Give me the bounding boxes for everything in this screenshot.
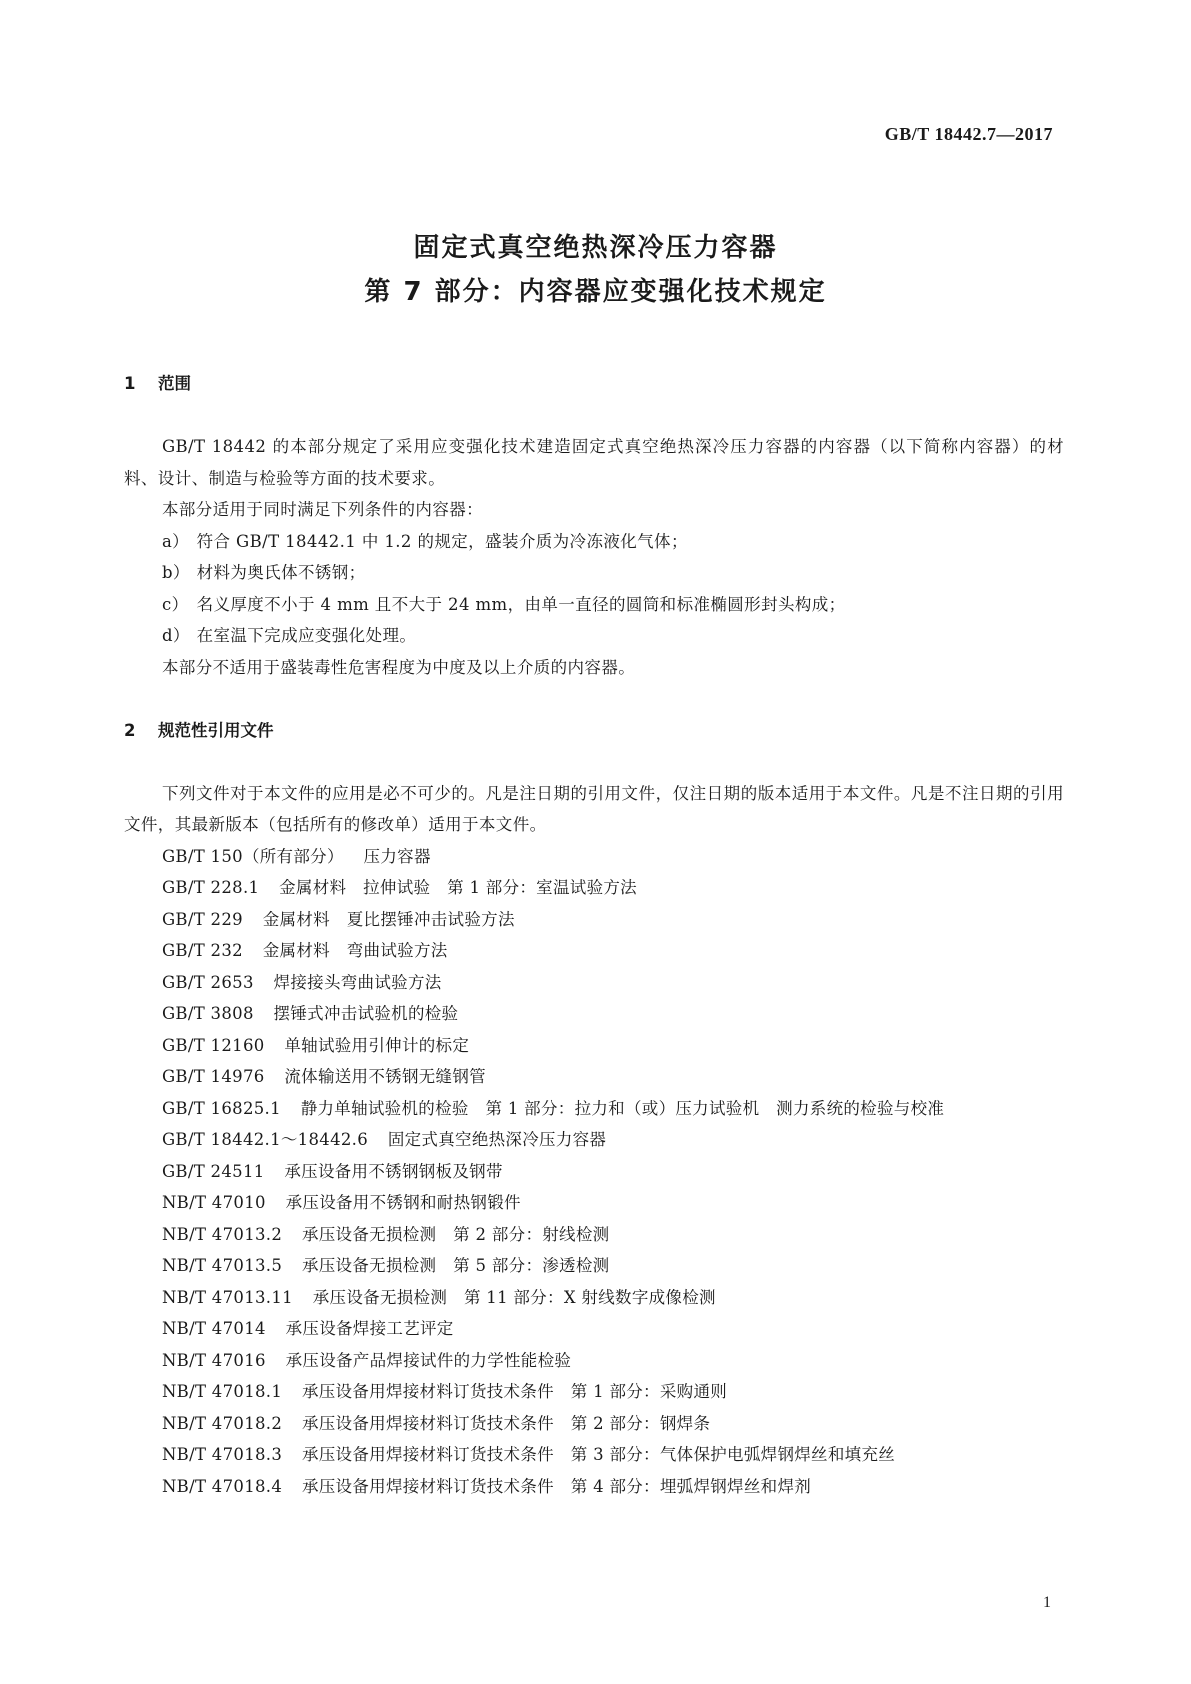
reference-code: NB/T 47014: [161, 1319, 266, 1338]
reference-code: NB/T 47018.2: [161, 1413, 283, 1433]
reference-title: 承压设备用焊接材料订货技术条件 第 3 部分：气体保护电弧焊钢焊丝和填充丝: [301, 1445, 896, 1464]
reference-title: 承压设备焊接工艺评定: [285, 1319, 454, 1338]
reference-code: GB/T 14976: [161, 1067, 265, 1086]
section-1-number: 1: [124, 374, 136, 393]
scope-intro-paragraph: GB/T 18442 的本部分规定了采用应变强化技术建造固定式真空绝热深冷压力容器的内容器（以下简称内容器）的材料、设计、制造与检验等方面的技术要求。: [124, 437, 1064, 488]
reference-item: [124, 1219, 1064, 1251]
reference-item: [124, 1282, 1064, 1314]
reference-item: [124, 1156, 1064, 1188]
reference-title: 承压设备用不锈钢和耐热钢锻件: [285, 1193, 521, 1212]
reference-code: NB/T 47018.1: [161, 1382, 283, 1401]
reference-code: GB/T 16825.1: [161, 1098, 281, 1118]
reference-code: GB/T 12160: [161, 1035, 265, 1055]
reference-code: NB/T 47013.11: [161, 1287, 293, 1307]
reference-item: [124, 1376, 1064, 1408]
reference-item: [124, 935, 1064, 967]
reference-item: [124, 1313, 1064, 1345]
reference-item: [124, 1408, 1064, 1440]
title-line-1: 固定式真空绝热深冷压力容器: [413, 233, 778, 263]
reference-code: GB/T 24511: [161, 1161, 265, 1181]
scope-condition-c: [124, 589, 1064, 621]
reference-code: GB/T 2653: [161, 972, 254, 992]
title-line-2: 第 7 部分：内容器应变强化技术规定: [364, 277, 827, 307]
section-2-number: 2: [124, 720, 136, 740]
reference-title: 固定式真空绝热深冷压力容器: [387, 1130, 607, 1149]
reference-item: [124, 1471, 1064, 1503]
list-text: 符合 GB/T 18442.1 中 1.2 的规定，盛装介质为冷冻液化气体；: [196, 531, 688, 551]
list-text: 名义厚度不小于 4 mm 且不大于 24 mm，由单一直径的圆筒和标准椭圆形封头构成；: [196, 594, 846, 614]
list-text: 在室温下完成应变强化处理。: [196, 626, 417, 645]
reference-title: 承压设备用焊接材料订货技术条件 第 2 部分：钢焊条: [301, 1413, 711, 1433]
list-text: 材料为奥氏体不锈钢；: [196, 563, 366, 582]
reference-code: NB/T 47013.5: [161, 1256, 283, 1275]
reference-code: GB/T 150（所有部分）: [161, 846, 344, 866]
reference-title: 金属材料 拉伸试验 第 1 部分：室温试验方法: [279, 878, 637, 897]
reference-title: 流体输送用不锈钢无缝钢管: [284, 1067, 486, 1086]
reference-code: GB/T 229: [161, 909, 243, 929]
reference-code: GB/T 232: [161, 941, 243, 960]
reference-title: 单轴试验用引伸计的标定: [284, 1035, 470, 1055]
reference-title: 摆锤式冲击试验机的检验: [273, 1004, 459, 1023]
reference-title: 承压设备用不锈钢钢板及钢带: [284, 1161, 503, 1181]
reference-item: [124, 1187, 1064, 1219]
reference-title: 承压设备产品焊接试件的力学性能检验: [285, 1350, 572, 1370]
section-1-title: 范围: [158, 374, 191, 393]
scope-condition-d: [124, 620, 1064, 652]
reference-item: [124, 1439, 1064, 1471]
list-label: a）: [161, 531, 190, 551]
reference-item: [124, 998, 1064, 1030]
list-label: b）: [161, 563, 190, 582]
reference-code: GB/T 18442.1～18442.6: [161, 1130, 369, 1149]
reference-item: [124, 1030, 1064, 1062]
reference-item: [124, 1250, 1064, 1282]
page-number: 1: [1043, 1594, 1051, 1611]
document-body: [124, 368, 1064, 1502]
reference-item: [124, 967, 1064, 999]
reference-code: NB/T 47018.4: [161, 1476, 283, 1496]
scope-condition-a: [124, 526, 1064, 558]
section-2-heading: [124, 715, 1064, 747]
reference-title: 金属材料 弯曲试验方法: [262, 941, 448, 960]
section-1-heading: [124, 368, 1064, 400]
reference-item: [124, 872, 1064, 904]
reference-title: 压力容器: [363, 846, 431, 866]
list-label: c）: [161, 594, 189, 614]
reference-title: 金属材料 夏比摆锤冲击试验方法: [262, 909, 515, 929]
reference-title: 承压设备用焊接材料订货技术条件 第 4 部分：埋弧焊钢焊丝和焊剂: [301, 1476, 812, 1496]
reference-title: 焊接接头弯曲试验方法: [273, 972, 442, 992]
reference-item: [124, 841, 1064, 873]
reference-code: GB/T 228.1: [161, 878, 260, 897]
reference-item: [124, 1061, 1064, 1093]
reference-code: NB/T 47016: [161, 1350, 266, 1370]
reference-item: [124, 1124, 1064, 1156]
reference-title: 承压设备无损检测 第 5 部分：渗透检测: [301, 1256, 610, 1275]
scope-exclusion-paragraph: 本部分不适用于盛装毒性危害程度为中度及以上介质的内容器。: [161, 657, 636, 677]
scope-condition-b: [124, 557, 1064, 589]
reference-title: 静力单轴试验机的检验 第 1 部分：拉力和（或）压力试验机 测力系统的检验与校准: [300, 1098, 945, 1118]
list-label: d）: [161, 626, 190, 645]
reference-item: [124, 1093, 1064, 1125]
section-2-title: 规范性引用文件: [158, 720, 274, 740]
reference-code: GB/T 3808: [161, 1004, 254, 1023]
standard-number: GB/T 18442.7—2017: [884, 124, 1053, 144]
reference-title: 承压设备用焊接材料订货技术条件 第 1 部分：采购通则: [301, 1382, 728, 1401]
reference-item: [124, 904, 1064, 936]
reference-title: 承压设备无损检测 第 11 部分：X 射线数字成像检测: [312, 1287, 716, 1307]
references-intro-paragraph: 下列文件对于本文件的应用是必不可少的。凡是注日期的引用文件，仅注日期的版本适用于本文件。凡是不注日期的引用文件，其最新版本（包括所有的修改单）适用于本文件。: [124, 783, 1064, 834]
reference-code: NB/T 47010: [161, 1193, 266, 1212]
reference-item: [124, 1345, 1064, 1377]
document-title: [0, 226, 1191, 314]
reference-title: 承压设备无损检测 第 2 部分：射线检测: [301, 1224, 610, 1244]
reference-code: NB/T 47018.3: [161, 1445, 283, 1464]
scope-conditions-lead: 本部分适用于同时满足下列条件的内容器：: [161, 500, 484, 519]
reference-code: NB/T 47013.2: [161, 1224, 283, 1244]
